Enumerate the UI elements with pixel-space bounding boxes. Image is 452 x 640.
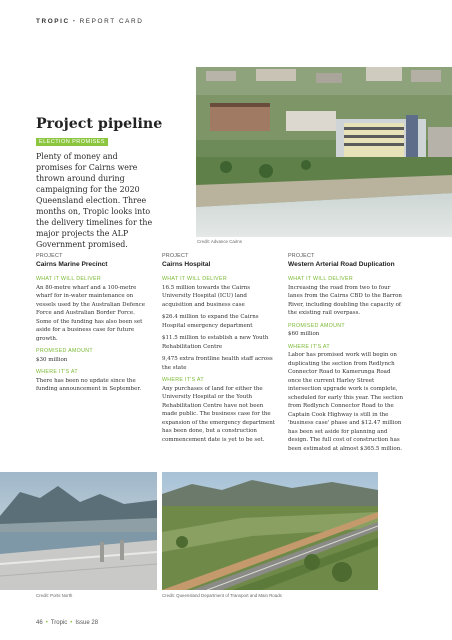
project-label: PROJECT	[288, 253, 315, 259]
status-text: Any purchases of land for either the University Hospital or the Youth Rehabilitation Centre have not been made public. The business case for the expansion of the emergency department has been done, but a construction commencement date is yet to be set.	[162, 385, 275, 443]
deliverable-text: $26.4 million to expand the Cairns Hospital emergency department	[162, 314, 259, 329]
hero-photo-cairns-hospital	[196, 67, 452, 237]
section-label: WHERE IT'S AT	[36, 369, 78, 375]
section-label: WHAT IT WILL DELIVER	[288, 276, 353, 282]
amount-text: $30 million	[36, 356, 68, 363]
project-column-marine-precinct	[36, 252, 152, 398]
deliverable-text: 16.5 million towards the Cairns University Hospital (ICU) land acquisition and business case	[162, 284, 251, 308]
amount-text: $60 million	[288, 331, 320, 337]
hero-credit: Credit: Advance Cairns	[197, 239, 242, 244]
section-label: PROMISED AMOUNT	[288, 322, 345, 329]
credit-bottom-left: Credit: Ports North	[36, 593, 73, 598]
project-title: Western Arterial Road Duplication	[288, 260, 395, 268]
section-label: WHERE IT'S AT	[162, 377, 204, 383]
header-section: REPORT CARD	[79, 18, 144, 25]
status-text: There has been no update since the funding announcement in September.	[36, 377, 142, 392]
section-label: WHERE IT'S AT	[288, 343, 330, 350]
footer-separator: •	[45, 620, 48, 626]
photo-western-arterial-road	[162, 472, 378, 590]
section-label: WHAT IT WILL DELIVER	[36, 276, 101, 282]
deliverable-text: $11.5 million to establish a new Youth Rehabilitation Centre	[162, 335, 269, 350]
section-label: WHAT IT WILL DELIVER	[162, 276, 227, 282]
deliverable-text: Increasing the road from two to four lanes from the Cairns CBD to the Barron River, including doubling the capacity of the existing rail overpass.	[288, 284, 402, 316]
page-footer	[36, 620, 98, 626]
deliverable-text: An 80-metre wharf and a 100-metre wharf for in-water maintenance on vessels used by the Australian Defence Force and Australian Border Force. Some of the funding has also been set aside for a business case for future growth.	[36, 284, 145, 342]
credit-bottom-right: Credit: Queensland Department of Transport and Main Roads	[162, 593, 282, 598]
publication-name: Tropic	[50, 620, 68, 626]
status-text: Labor has promised work will begin on duplicating the section from Redlynch Connector Road to Kamerunga Road once the current Harley Street intersection upgrade work is complete, scheduled for early this year. The section from Redlynch Connector Road to the Captain Cook Highway is still in the 'business case' phase and $12.47 million has been set aside for planning and design. The full cost of construction has been estimated at almost $365.5 million.	[288, 352, 403, 452]
photo-marine-wharf	[0, 472, 157, 590]
category-tag: ELECTION PROMISES	[36, 138, 108, 146]
page-number: 46	[36, 620, 43, 626]
footer-separator: •	[70, 620, 73, 626]
project-column-cairns-hospital	[162, 252, 278, 448]
section-label: PROMISED AMOUNT	[36, 348, 93, 354]
project-label: PROJECT	[36, 253, 63, 259]
project-title: Cairns Marine Precinct	[36, 260, 108, 268]
intro-paragraph: Plenty of money and promises for Cairns were thrown around during campaigning for the 2020 Queensland election. Three months on, Tropic looks into the delivery timelines for the major projects the ALP Government promised.	[36, 152, 153, 249]
header-separator: •	[72, 18, 77, 25]
project-label: PROJECT	[162, 253, 189, 259]
header-brand: TROPIC	[36, 18, 70, 25]
page-title: Project pipeline	[36, 116, 163, 132]
section-header	[36, 18, 143, 25]
issue-number: Issue 28	[75, 620, 99, 626]
deliverable-text: 9,475 extra frontline health staff across the state	[162, 356, 273, 371]
project-column-western-arterial	[288, 252, 404, 457]
project-title: Cairns Hospital	[162, 260, 211, 268]
